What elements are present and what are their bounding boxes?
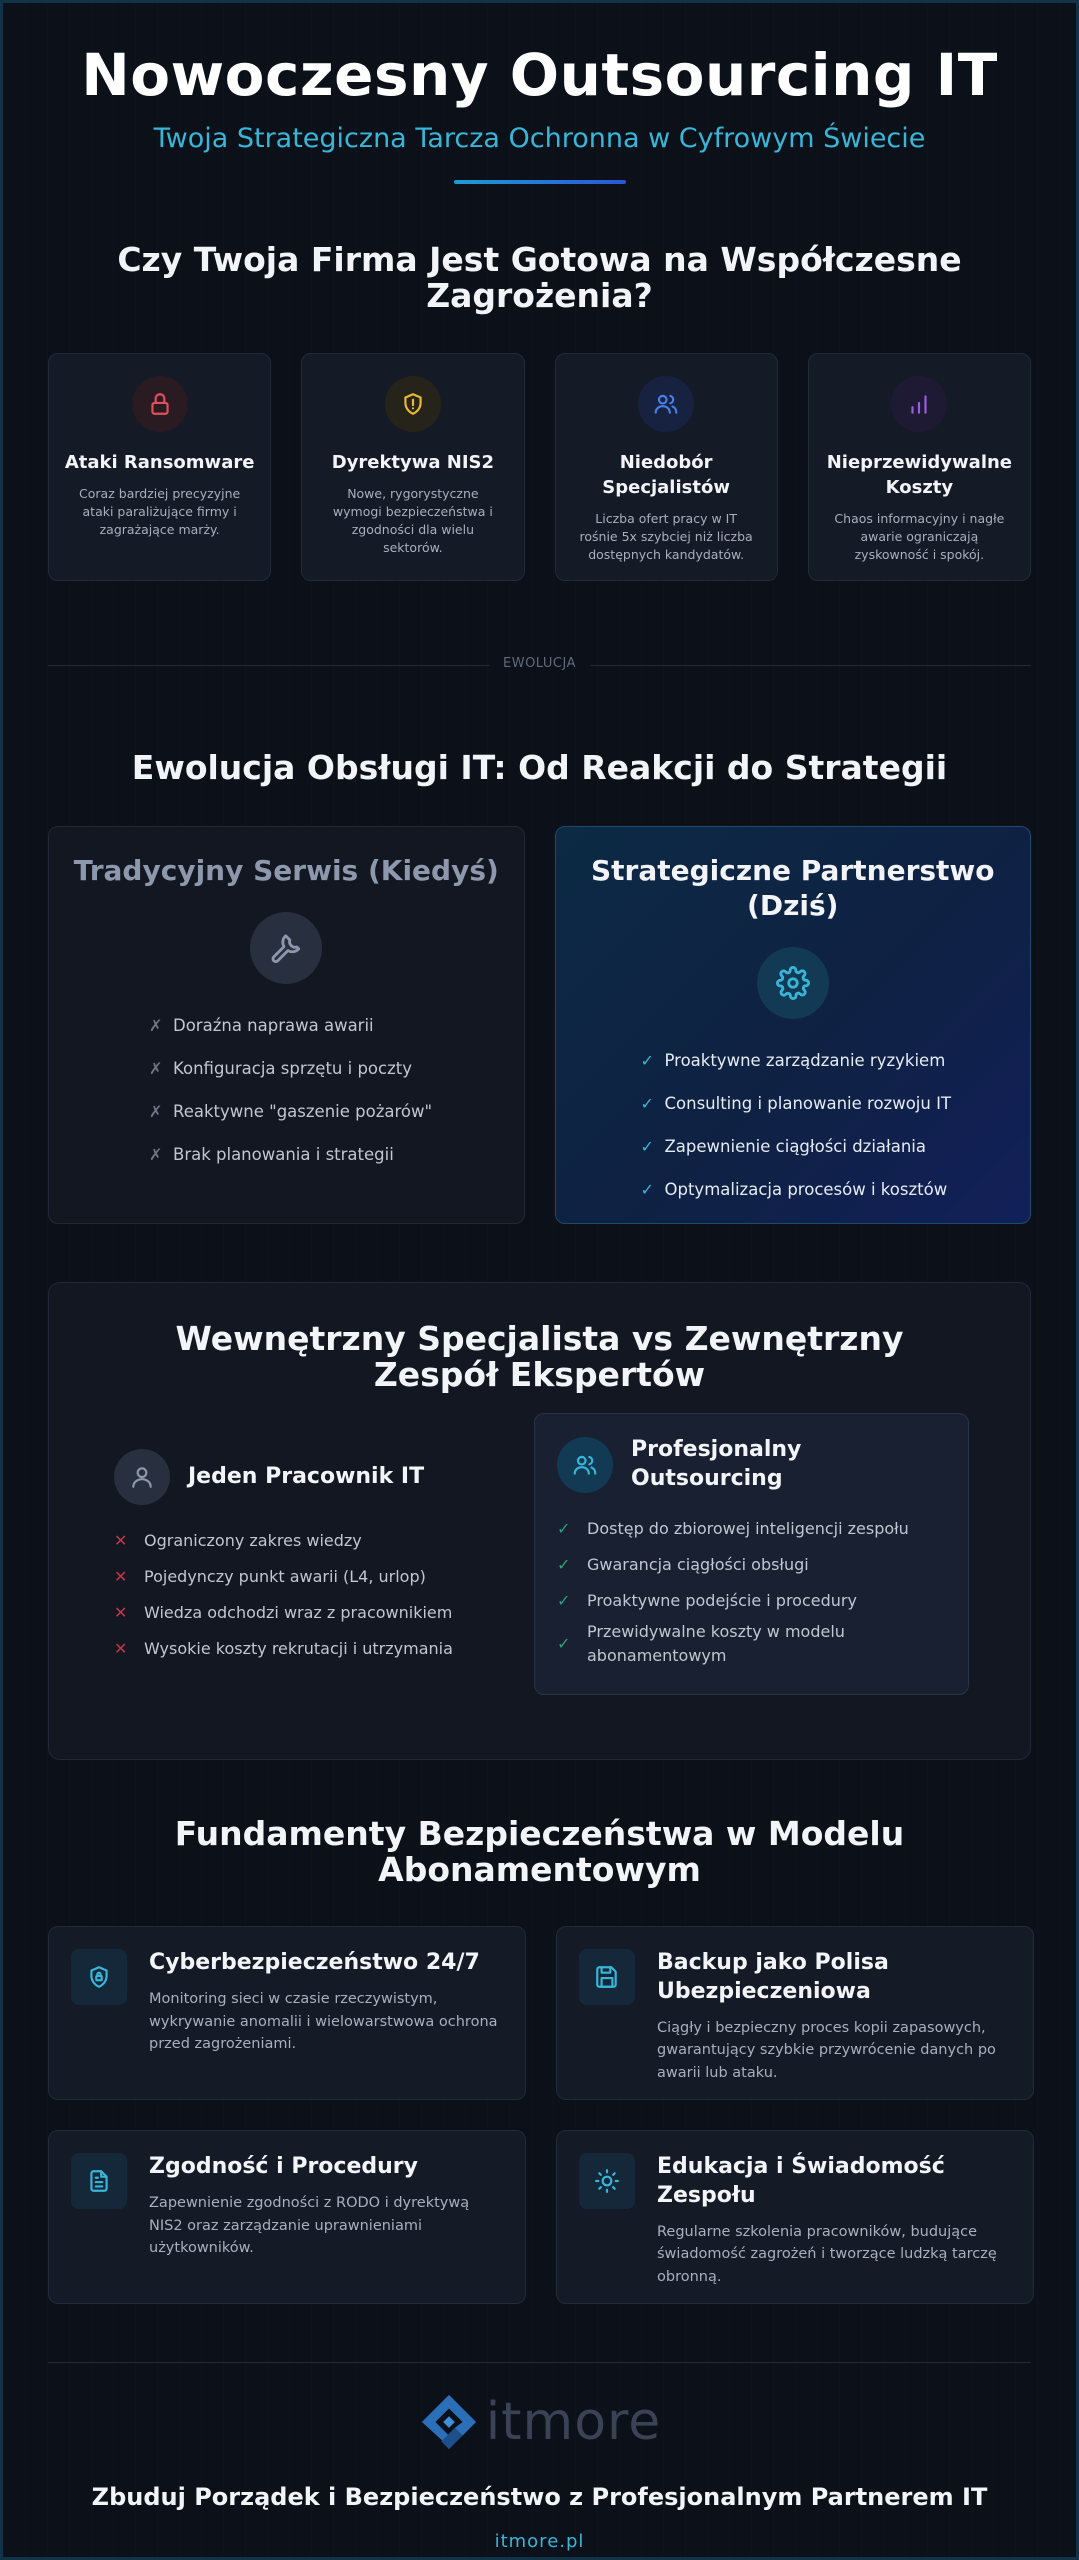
check-icon: ✓	[557, 1591, 571, 1611]
list-item: ✕ Ograniczony zakres wiedzy	[114, 1523, 534, 1559]
call-to-action: Zbuduj Porządek i Bezpieczeństwo z Profesjonalnym Partnerem IT	[91, 2483, 988, 2512]
check-icon: ✓	[640, 1179, 654, 1199]
specialist-comparison	[48, 1282, 1031, 1760]
feature-card-cybersecurity	[48, 1926, 526, 2100]
strategic-partnership-card	[555, 826, 1032, 1224]
check-icon: ✓	[557, 1634, 571, 1654]
title-underline	[454, 180, 626, 184]
evolution-title: Ewolucja Obsługi IT: Od Reakcji do Strategii	[131, 747, 948, 787]
check-icon: ✓	[557, 1519, 571, 1539]
column-header	[114, 1449, 534, 1505]
column-header	[557, 1436, 948, 1493]
list-item: ✕ Wiedza odchodzi wraz z pracownikiem	[114, 1595, 534, 1631]
itmore-logo	[3, 2391, 1076, 2453]
list-item: ✓ Proaktywne zarządzanie ryzykiem	[640, 1050, 946, 1070]
feature-title: Zgodność i Procedury	[149, 2154, 418, 2180]
x-mark-icon: ✗	[149, 1058, 163, 1078]
shield-lock-icon	[71, 1949, 127, 2005]
x-mark-icon: ✗	[149, 1015, 163, 1035]
shield-alert-icon	[385, 376, 441, 432]
x-mark-icon: ✕	[114, 1639, 128, 1659]
list-item: ✓ Optymalizacja procesów i kosztów	[640, 1179, 948, 1199]
threat-card-specialists	[555, 353, 778, 581]
feature-desc: Ciągły i bezpieczny proces kopii zapasowych, gwarantujący szybkie przywrócenie danych po awarii lub ataku.	[657, 2019, 996, 2081]
feature-card-education	[556, 2130, 1034, 2304]
threat-desc: Chaos informacyjny i nagłe awarie ograniczają zyskowność i spokój.	[834, 510, 1005, 563]
list-item: ✕ Wysokie koszty rekrutacji i utrzymania	[114, 1631, 534, 1667]
feature-title: Backup jako Polisa Ubezpieczeniowa	[657, 1950, 889, 2005]
list-item: ✕ Pojedynczy punkt awarii (L4, urlop)	[114, 1559, 534, 1595]
outsourcing-column	[534, 1413, 969, 1695]
column-title: Jeden Pracownik IT	[188, 1464, 425, 1490]
threats-title: Czy Twoja Firma Jest Gotowa na Współczesne Zagrożenia?	[117, 240, 962, 316]
threat-title: Dyrektywa NIS2	[331, 451, 495, 473]
check-icon: ✓	[557, 1555, 571, 1575]
evolution-card-title: Strategiczne Partnerstwo (Dziś)	[590, 853, 995, 922]
threat-card-ransomware	[48, 353, 271, 581]
list-item: ✗ Reaktywne "gaszenie pożarów"	[149, 1101, 433, 1121]
sun-icon	[579, 2153, 635, 2209]
threats-grid	[3, 353, 1076, 581]
threat-desc: Liczba ofert pracy w IT rośnie 5x szybciej niż liczba dostępnych kandydatów.	[579, 510, 753, 563]
partnership-list	[556, 1039, 1031, 1211]
column-title: Profesjonalny Outsourcing	[631, 1437, 802, 1492]
list-item: ✓ Przewidywalne koszty w modelu abonamentowym	[557, 1621, 845, 1666]
page-subtitle: Twoja Strategiczna Tarcza Ochronna w Cyfrowym Świecie	[153, 123, 926, 154]
traditional-list	[49, 1004, 524, 1176]
section-divider	[48, 655, 1031, 671]
x-mark-icon: ✕	[114, 1531, 128, 1551]
header	[3, 3, 1076, 184]
bar-chart-icon	[891, 376, 947, 432]
list-item: ✗ Doraźna naprawa awarii	[149, 1015, 374, 1035]
x-mark-icon: ✕	[114, 1567, 128, 1587]
list-item: ✓ Dostęp do zbiorowej inteligencji zespołu	[557, 1512, 948, 1548]
website-link[interactable]: itmore.pl	[494, 2531, 585, 2553]
threat-title: Niedobór Specjalistów	[602, 451, 730, 498]
user-icon	[114, 1449, 170, 1505]
logo-mark-icon	[418, 2391, 480, 2453]
threat-card-nis2	[301, 353, 524, 581]
list-item: ✓ Zapewnienie ciągłości działania	[640, 1136, 926, 1156]
list-item: ✗ Konfiguracja sprzętu i poczty	[149, 1058, 412, 1078]
x-mark-icon: ✗	[149, 1101, 163, 1121]
feature-card-backup	[556, 1926, 1034, 2100]
internal-list	[114, 1523, 534, 1667]
divider-label: EWOLUCJA	[489, 656, 590, 671]
wrench-icon	[250, 912, 322, 984]
check-icon: ✓	[640, 1050, 654, 1070]
check-icon: ✓	[640, 1093, 654, 1113]
threat-desc: Nowe, rygorystyczne wymogi bezpieczeństwa i zgodności dla wielu sektorów.	[332, 485, 493, 556]
outsourcing-list	[557, 1512, 948, 1670]
internal-specialist-column	[114, 1449, 534, 1695]
x-mark-icon: ✕	[114, 1603, 128, 1623]
foundations-title: Fundamenty Bezpieczeństwa w Modelu Abonamentowym	[174, 1813, 905, 1890]
list-item: ✓ Consulting i planowanie rozwoju IT	[640, 1093, 952, 1113]
list-item: ✗ Brak planowania i strategii	[149, 1144, 394, 1164]
feature-title: Cyberbezpieczeństwo 24/7	[149, 1950, 480, 1976]
gear-icon	[757, 947, 829, 1019]
threat-card-costs	[808, 353, 1031, 581]
threat-title: Nieprzewidywalne Koszty	[826, 451, 1013, 498]
feature-desc: Monitoring sieci w czasie rzeczywistym, wykrywanie anomalii i wielowarstwowa ochrona przed zagrożeniami.	[149, 1991, 498, 2053]
threat-title: Ataki Ransomware	[64, 451, 255, 473]
comparison-title: Wewnętrzny Specjalista vs Zewnętrzny Zespół Ekspertów	[175, 1318, 904, 1395]
foundations-grid	[3, 1926, 1076, 2304]
list-item: ✓ Proaktywne podejście i procedury	[557, 1584, 948, 1620]
floppy-disk-icon	[579, 1949, 635, 2005]
check-icon: ✓	[640, 1136, 654, 1156]
users-icon	[557, 1437, 613, 1493]
feature-desc: Zapewnienie zgodności z RODO i dyrektywą NIS2 oraz zarządzanie uprawnieniami użytkowników.	[149, 2195, 470, 2257]
comparison-columns	[49, 1437, 1030, 1695]
document-icon	[71, 2153, 127, 2209]
traditional-service-card	[48, 826, 525, 1224]
users-icon	[638, 376, 694, 432]
x-mark-icon: ✗	[149, 1144, 163, 1164]
footer-divider	[48, 2362, 1031, 2363]
feature-desc: Regularne szkolenia pracowników, budujące świadomość zagrożeń i tworzące ludzką tarczę obronną.	[657, 2223, 997, 2285]
feature-card-compliance	[48, 2130, 526, 2304]
threat-desc: Coraz bardziej precyzyjne ataki paraliżujące firmy i zagrażające marży.	[79, 485, 241, 538]
evolution-comparison	[3, 826, 1076, 1224]
lock-icon	[132, 376, 188, 432]
list-item: ✓ Gwarancja ciągłości obsługi	[557, 1548, 948, 1584]
page-title: Nowoczesny Outsourcing IT	[81, 41, 998, 109]
feature-title: Edukacja i Świadomość Zespołu	[657, 2154, 945, 2209]
logo-text: itmore	[485, 2392, 662, 2453]
evolution-card-title: Tradycyjny Serwis (Kiedyś)	[73, 853, 499, 887]
